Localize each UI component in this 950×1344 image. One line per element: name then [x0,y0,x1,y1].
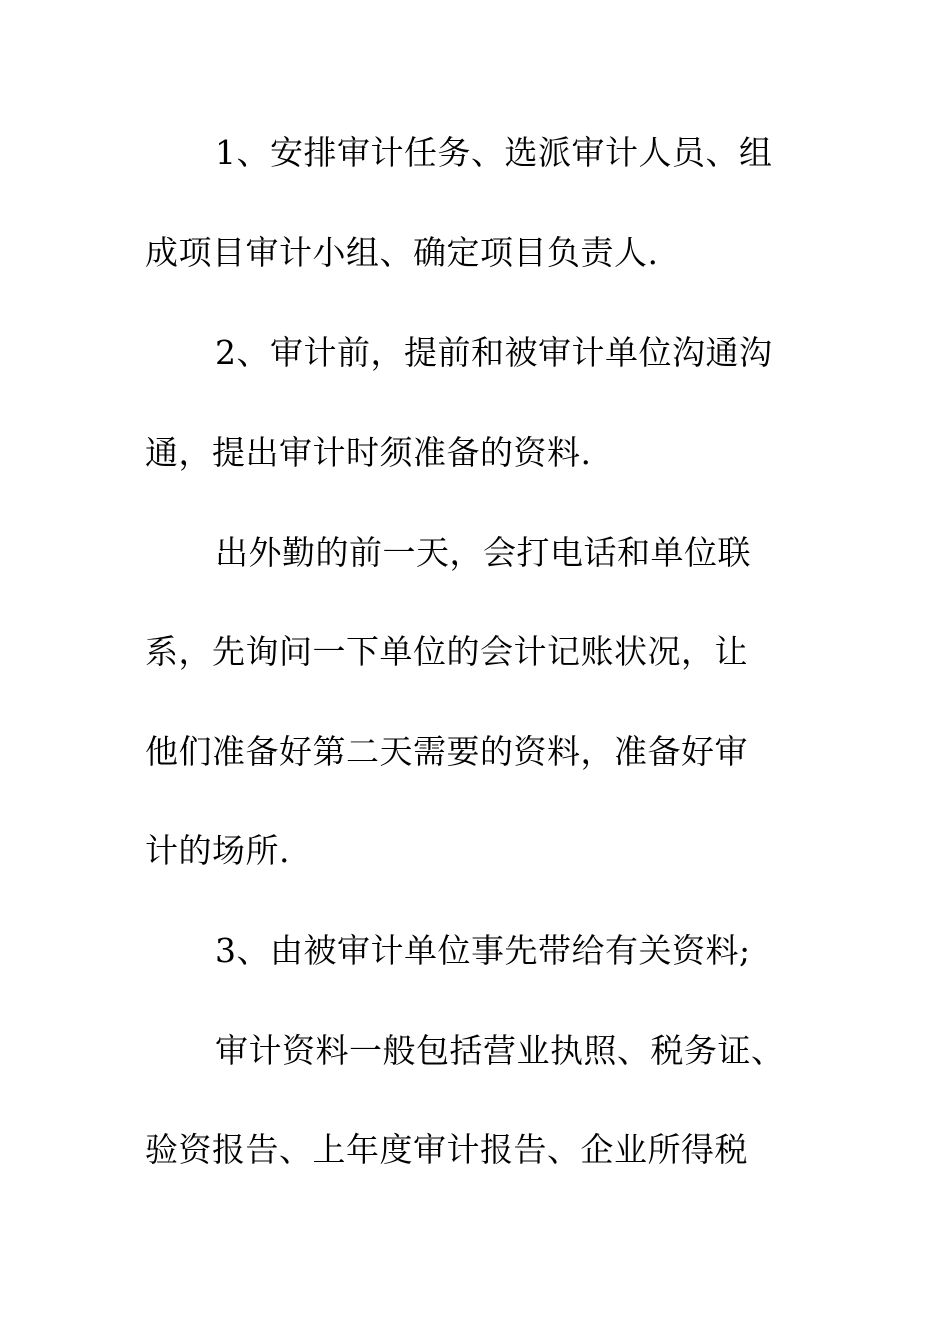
paragraph-3-line-3: 他们准备好第二天需要的资料，准备好审 [145,732,748,771]
paragraph-3-line-2: 系，先询问一下单位的会计记账状况，让 [145,632,748,671]
paragraph-1-line-2: 成项目审计小组、确定项目负责人. [145,233,659,272]
paragraph-5-line-2: 验资报告、上年度审计报告、企业所得税 [145,1130,748,1169]
paragraph-5-line-1: 审计资料一般包括营业执照、税务证、 [215,1031,785,1070]
paragraph-2-line-1: 2、审计前，提前和被审计单位沟通沟 [215,333,773,372]
paragraph-4-line-1: 3、由被审计单位事先带给有关资料; [215,931,751,970]
paragraph-3-line-1: 出外勤的前一天，会打电话和单位联 [215,533,751,572]
paragraph-1-line-1: 1、安排审计任务、选派审计人员、组 [215,133,773,172]
paragraph-2-line-2: 通，提出审计时须准备的资料. [145,433,592,472]
paragraph-3-line-4: 计的场所. [145,831,290,870]
